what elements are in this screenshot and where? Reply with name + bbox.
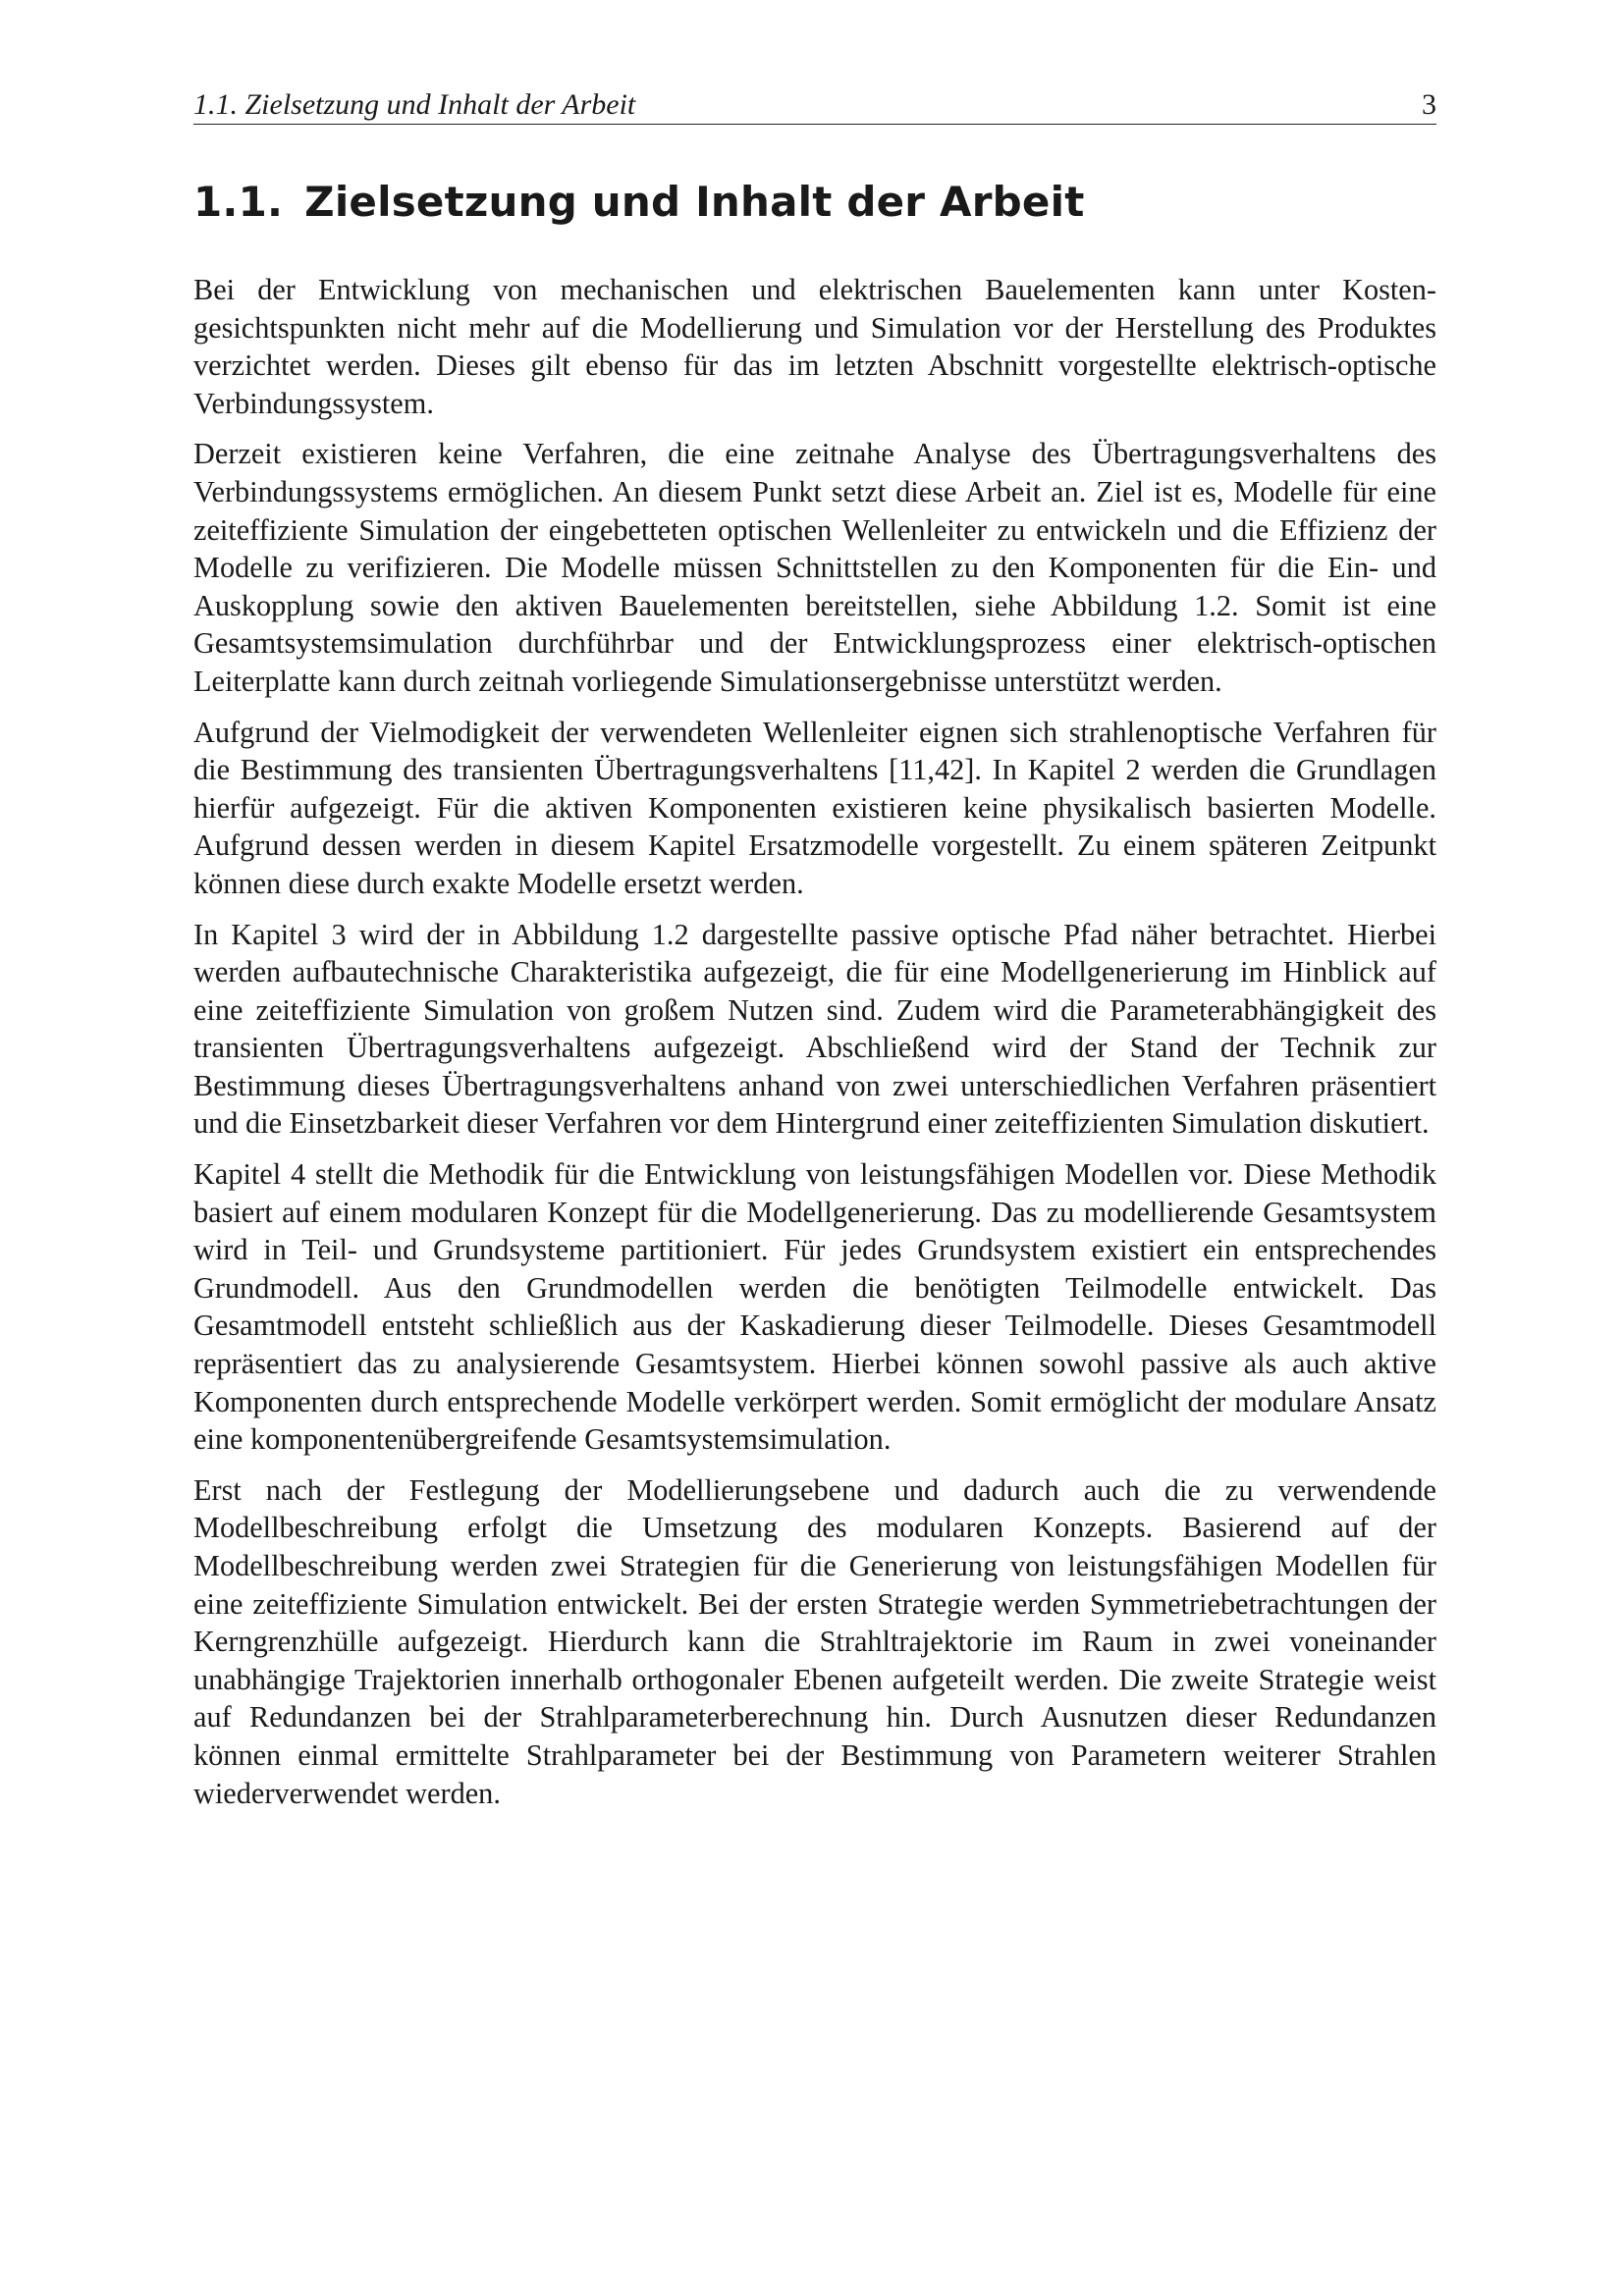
document-page <box>193 0 1436 2296</box>
page-number: 3 <box>1422 88 1436 121</box>
section-number: 1.1. <box>193 178 284 226</box>
paragraph: Derzeit existieren keine Verfahren, die eine zeitnahe Analyse des Übertragungsverhaltens des Verbindungssystems ermöglichen. An diesem Punkt setzt diese Arbeit an. Ziel ist es, Modelle für eine zeiteffiziente Simulation der eingebetteten optischen Wellenleiter zu entwickeln und die Effizienz der Modelle zu verifizieren. Die Modelle müssen Schnittstellen zu den Komponenten für die Ein- und Auskopplung sowie den aktiven Bauelementen bereitstellen, siehe Abbildung 1.2. Somit ist eine Gesamtsystemsimulation durchführbar und der Entwicklungsprozess einer elektrisch-optischen Leiterplatte kann durch zeitnah vorliegende Simulationsergebnisse unterstützt werden. <box>193 437 1436 698</box>
body-text <box>193 271 1436 1825</box>
paragraph: Bei der Entwicklung von mechanischen und elektrischen Bauelementen kann unter Kostengesichtspunkten nicht mehr auf die Modellierung und Simulation vor der Herstellung des Produktes verzichtet werden. Dieses gilt ebenso für das im letzten Abschnitt vorgestellte elektrisch-optische Verbindungssystem. <box>193 273 1436 420</box>
paragraph: In Kapitel 3 wird der in Abbildung 1.2 dargestellte passive optische Pfad näher betrachtet. Hierbei werden aufbautechnische Charakteristika aufgezeigt, die für eine Modellgenerierung im Hinblick auf eine zeiteffiziente Simulation von großem Nutzen sind. Zudem wird die Parameterabhängigkeit des transienten Übertragungsverhaltens aufgezeigt. Abschließend wird der Stand der Technik zur Bestimmung dieses Übertragungsverhaltens anhand von zwei unterschiedlichen Verfahren präsentiert und die Einsetzbarkeit dieser Verfahren vor dem Hintergrund einer zeiteffizienten Simulation diskutiert. <box>193 917 1436 1141</box>
paragraph: Aufgrund der Vielmodigkeit der verwendeten Wellenleiter eignen sich strahlenoptische Verfahren für die Bestimmung des transienten Übertragungsverhaltens [11,42]. In Kapitel 2 werden die Grundlagen hierfür aufgezeigt. Für die aktiven Komponenten existieren keine physikalisch basierten Modelle. Aufgrund dessen werden in diesem Kapitel Ersatzmodelle vorgestellt. Zu einem späteren Zeitpunkt können diese durch exakte Modelle ersetzt werden. <box>193 715 1436 900</box>
paragraph: Kapitel 4 stellt die Methodik für die Entwicklung von leistungsfähigen Modellen vor. Diese Methodik basiert auf einem modularen Konzept für die Modellgenerierung. Das zu modellierende Gesamtsystem wird in Teil- und Grundsysteme partitioniert. Für jedes Grundsystem existiert ein entsprechendes Grundmodell. Aus den Grundmodellen werden die benötigten Teilmodelle entwickelt. Das Gesamtmodell entsteht schließlich aus der Kaskadierung dieser Teilmodelle. Dieses Gesamtmodell repräsentiert das zu analysierende Gesamtsystem. Hierbei können sowohl passive als auch aktive Komponenten durch entsprechende Modelle verkörpert werden. Somit ermöglicht der modulare Ansatz eine komponentenübergreifende Gesamtsystemsimulation. <box>193 1157 1436 1457</box>
running-header-title: 1.1. Zielsetzung und Inhalt der Arbeit <box>193 88 636 121</box>
section-title: Zielsetzung und Inhalt der Arbeit <box>304 178 1085 226</box>
paragraph: Erst nach der Festlegung der Modellierungsebene und dadurch auch die zu verwendende Modellbeschreibung erfolgt die Umsetzung des modularen Konzepts. Basierend auf der Modellbeschreibung werden zwei Strategien für die Generierung von leistungsfähigen Modellen für eine zeiteffiziente Simulation entwickelt. Bei der ersten Strategie werden Symmetriebetrachtungen der Kerngrenzhülle aufgezeigt. Hierdurch kann die Strahltrajektorie im Raum in zwei voneinander unabhängige Trajektorien innerhalb orthogonaler Ebenen aufgeteilt werden. Die zweite Strategie weist auf Redundanzen bei der Strahlparameterberechnung hin. Durch Ausnutzen dieser Redundanzen können einmal ermittelte Strahlparameter bei der Bestimmung von Parametern weiterer Strahlen wiederverwendet werden. <box>193 1472 1436 1810</box>
section-heading <box>193 175 1084 230</box>
running-header <box>193 86 1436 125</box>
